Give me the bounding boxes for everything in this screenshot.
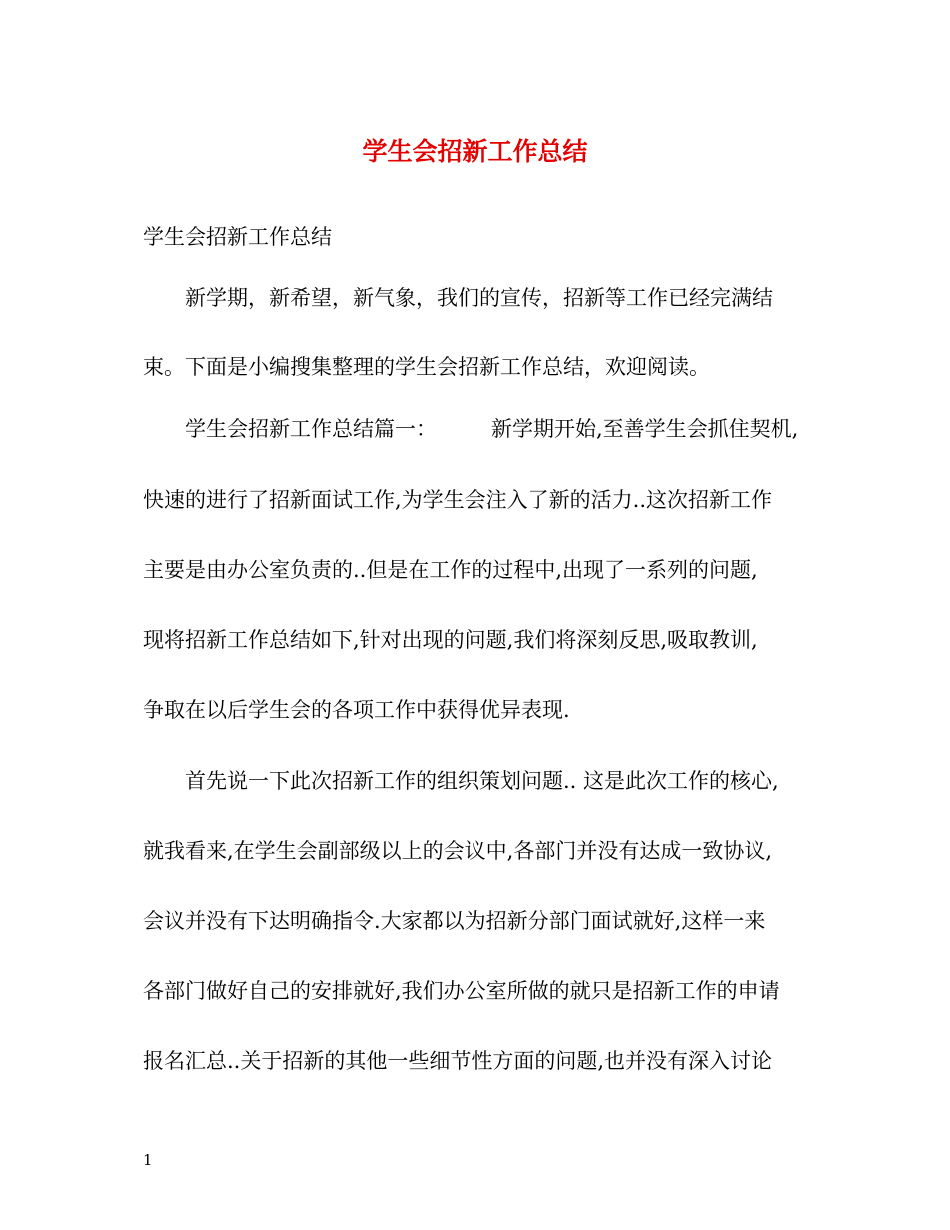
paragraph-text: 新学期开始,至善学生会抓住契机, [491,417,799,441]
paragraph-line [185,414,798,444]
paragraph-line: 现将招新工作总结如下,针对出现的问题,我们将深刻反思,吸取教训, [143,628,758,652]
paragraph-line: 会议并没有下达明确指令.大家都以为招新分部门面试就好,这样一来 [143,909,766,933]
paragraph-line: 就我看来,在学生会副部级以上的会议中,各部门并没有达成一致协议, [143,839,773,863]
paragraph-line: 报名汇总..关于招新的其他一些细节性方面的问题,也并没有深入讨论 [143,1049,773,1073]
paragraph-line: 各部门做好自己的安排就好,我们办公室所做的就只是招新工作的申请 [143,979,780,1003]
paragraph-line: 快速的进行了招新面试工作,为学生会注入了新的活力..这次招新工作 [143,488,773,512]
page-number: 1 [143,1151,153,1169]
section-heading: 学生会招新工作总结篇一： [185,417,437,441]
document-title: 学生会招新工作总结 [362,137,588,166]
paragraph-line: 新学期，新希望，新气象，我们的宣传，招新等工作已经完满结 [185,286,773,310]
document-heading: 学生会招新工作总结 [143,225,332,249]
paragraph-line: 主要是由办公室负责的..但是在工作的过程中,出现了一系列的问题, [143,558,758,582]
paragraph-line: 争取在以后学生会的各项工作中获得优异表现. [143,698,570,722]
paragraph-line: 束。下面是小编搜集整理的学生会招新工作总结，欢迎阅读。 [143,355,710,379]
paragraph-line: 首先说一下此次招新工作的组织策划问题.. 这是此次工作的核心, [185,769,779,793]
